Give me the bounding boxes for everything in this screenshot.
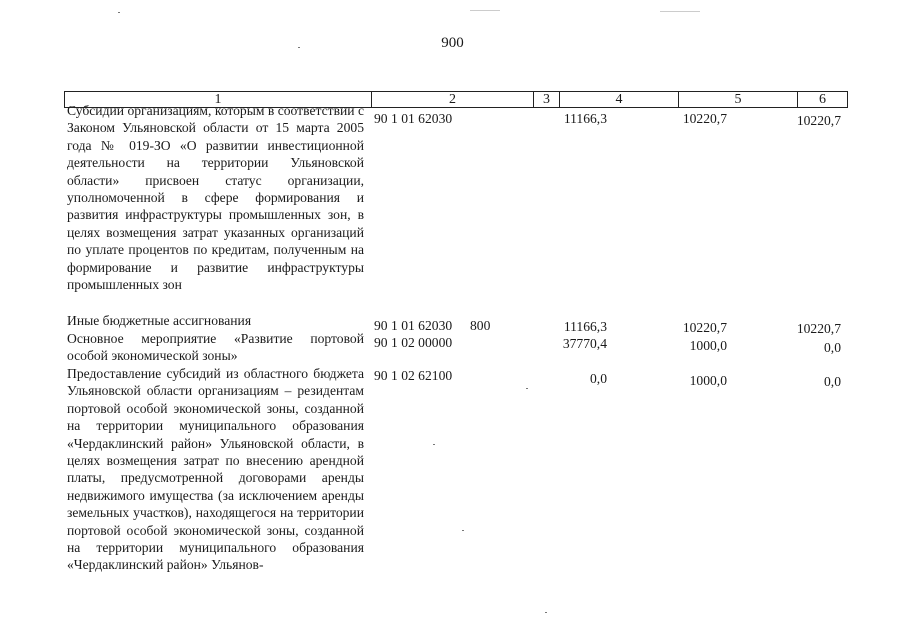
row-value-col5: 1000,0 <box>689 338 727 353</box>
row-value-col4: 0,0 <box>590 371 607 386</box>
row-value-col6: 10220,7 <box>796 321 841 336</box>
column-header-2: 2 <box>372 92 534 107</box>
scan-speck <box>462 530 464 531</box>
scan-speck <box>118 12 120 13</box>
row-code: 90 1 01 62030 <box>374 318 453 333</box>
row-value-col5: 1000,0 <box>689 373 727 388</box>
row-code: 90 1 02 00000 <box>374 335 453 350</box>
row-vr: 800 <box>470 318 491 333</box>
scan-speck <box>298 47 300 48</box>
row-value-col6: 10220,7 <box>796 113 841 128</box>
column-header-4: 4 <box>560 92 679 107</box>
row-value-col5: 10220,7 <box>682 320 727 335</box>
row-description: Субсидии организациям, которым в соответствии с Законом Ульяновской области от 15 марта 2005 года № 019-ЗО «О развитии инвестиционной деятельности на территории Ульяновской области» присвоен статус организации, уполномоченной в сфере формирования и развития инфраструктуры промышленных зон, в целях возмещения затрат указанных организаций по уплате процентов по кредитам, полученным на формирование и развитие инфраструктуры промышленных зон <box>67 103 364 293</box>
column-header-5: 5 <box>679 92 798 107</box>
row-value-col6: 0,0 <box>824 374 841 389</box>
scan-speck <box>433 444 435 445</box>
scan-speck <box>545 612 547 613</box>
row-code: 90 1 01 62030 <box>374 111 453 126</box>
row-value-col4: 37770,4 <box>562 336 607 351</box>
row-description: Иные бюджетные ассигнования <box>67 313 252 328</box>
column-header-3: 3 <box>534 92 560 107</box>
column-header-1: 1 <box>65 92 372 107</box>
row-value-col5: 10220,7 <box>682 111 727 126</box>
row-description: Основное мероприятие «Развитие портовой особой экономической зоны» <box>67 331 364 364</box>
row-value-col6: 0,0 <box>824 340 841 355</box>
scan-speck <box>526 388 528 389</box>
row-value-col4: 11166,3 <box>563 319 607 334</box>
scan-speck <box>660 11 700 12</box>
page-number: 900 <box>441 35 464 51</box>
scan-speck <box>470 10 500 11</box>
column-header-6: 6 <box>819 92 826 107</box>
row-value-col4: 11166,3 <box>563 111 607 126</box>
row-description: Предоставление субсидий из областного бюджета Ульяновской области организациям – резидентам портовой особой экономической зоны, созданной на территории муниципального образования «Чердаклинский район» Ульяновской области, в целях возмещения затрат по внесению арендной платы, предусмотренной договорами аренды недвижимого имущества (за исключением аренды земельных участков), находящегося на территории портовой особой экономической зоны, созданной на территории муниципального образования «Чердаклинский район» Ульянов- <box>67 366 364 573</box>
row-code: 90 1 02 62100 <box>374 368 453 383</box>
